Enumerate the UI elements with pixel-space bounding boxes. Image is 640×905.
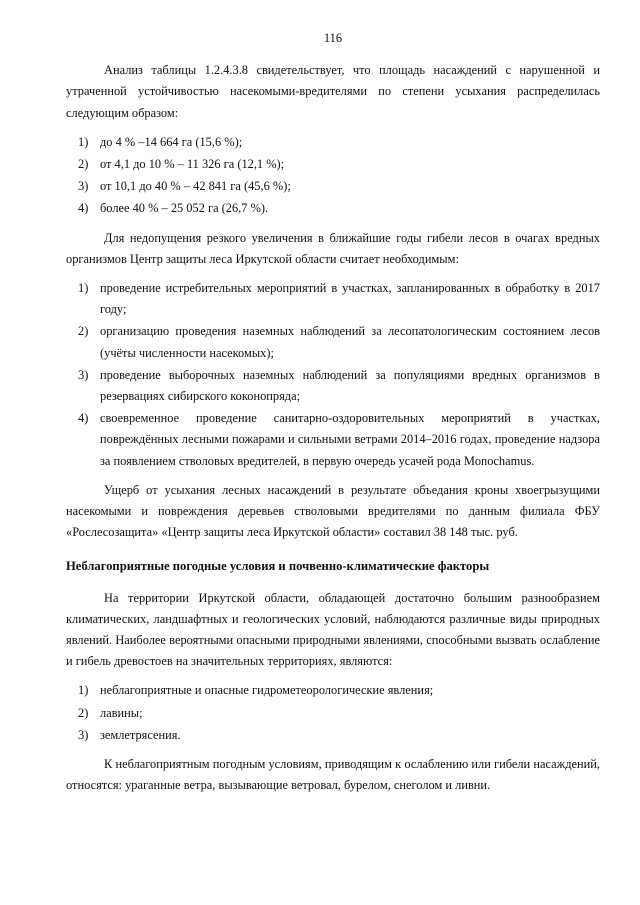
damage-distribution-list <box>66 132 600 220</box>
list-item-text: лавины; <box>100 705 143 720</box>
list-item-number: 3) <box>78 727 89 742</box>
list-item-number: 4) <box>78 201 89 216</box>
paragraph-prevention: Для недопущения резкого увеличения в ближайшие годы гибели лесов в очагах вредных организмов Центр защиты леса Иркутской области считает необходимым: <box>66 230 600 266</box>
list-item-text: от 4,1 до 10 % – 11 326 га (12,1 %); <box>100 157 285 172</box>
list-item-text: более 40 % – 25 052 га (26,7 %). <box>100 201 269 216</box>
measures-list <box>66 278 600 472</box>
list-item-text: организацию проведения наземных наблюдений за лесопатологическим состоянием лесов (учёты численности насекомых); <box>100 324 600 360</box>
list-item-number: 3) <box>78 367 89 382</box>
list-item <box>66 132 600 153</box>
list-item-number: 2) <box>78 324 89 339</box>
list-item <box>66 408 600 472</box>
list-item-number: 4) <box>78 411 89 426</box>
paragraph-table-analysis: Анализ таблицы 1.2.4.3.8 свидетельствует, что площадь насаждений с нарушенной и утраченной устойчивостью насекомыми-вредителями по степени усыхания распределилась следующим образом: <box>66 63 600 120</box>
list-item <box>66 321 600 363</box>
list-item-number: 1) <box>78 134 89 149</box>
list-item-text: своевременное проведение санитарно-оздоровительных мероприятий в участках, повреждённых лесными пожарами и сильными ветрами 2014–2016 годах, проведение надзора за появлением стволовых вредителей, в первую очередь усачей рода Monochamus. <box>100 411 600 468</box>
list-item-text: неблагоприятные и опасные гидрометеорологические явления; <box>100 683 434 698</box>
list-item-number: 1) <box>78 281 89 296</box>
phenomena-list <box>66 680 600 746</box>
list-item <box>66 176 600 197</box>
list-item <box>66 680 600 701</box>
page-number: 116 <box>323 31 343 45</box>
list-item-number: 1) <box>78 683 89 698</box>
list-item <box>66 703 600 724</box>
list-item <box>66 725 600 746</box>
list-item <box>66 154 600 175</box>
paragraph-weather-conditions: К неблагоприятным погодным условиям, приводящим к ослаблению или гибели насаждений, относятся: ураганные ветра, вызывающие ветровал, бурелом, снеголом и ливни. <box>66 757 600 793</box>
paragraph-natural-phenomena: На территории Иркутской области, обладающей достаточно большим разнообразием климатических, ландшафтных и геологических условий, наблюдаются различные виды природных явлений. Наиболее вероятными опасными природными явлениями, способными вызвать ослабление и гибель древостоев на значительных территориях, являются: <box>66 590 600 669</box>
list-item <box>66 278 600 320</box>
list-item-number: 3) <box>78 179 89 194</box>
paragraph-damage-cost: Ущерб от усыхания лесных насаждений в результате объедания кроны хвоегрызущими насекомыми и повреждения деревьев стволовыми вредителями по данным филиала ФБУ «Рослесозащита» «Центр защиты леса Иркутской области» составил 38 148 тыс. руб. <box>66 482 600 540</box>
list-item-text: проведение истребительных мероприятий в участках, запланированных в обработку в 2017 году; <box>100 281 600 317</box>
list-item-number: 2) <box>78 705 89 720</box>
list-item-text: проведение выборочных наземных наблюдений за популяциями вредных организмов в резервациях сибирского коконопряда; <box>100 367 600 404</box>
list-item-text: землетрясения. <box>100 727 181 742</box>
list-item <box>66 365 600 407</box>
list-item-number: 2) <box>78 157 89 172</box>
list-item-text: до 4 % –14 664 га (15,6 %); <box>100 134 243 149</box>
section-heading: Неблагоприятные погодные условия и почвенно-климатические факторы <box>66 559 490 574</box>
list-item-text: от 10,1 до 40 % – 42 841 га (45,6 %); <box>100 179 291 194</box>
list-item <box>66 198 600 219</box>
